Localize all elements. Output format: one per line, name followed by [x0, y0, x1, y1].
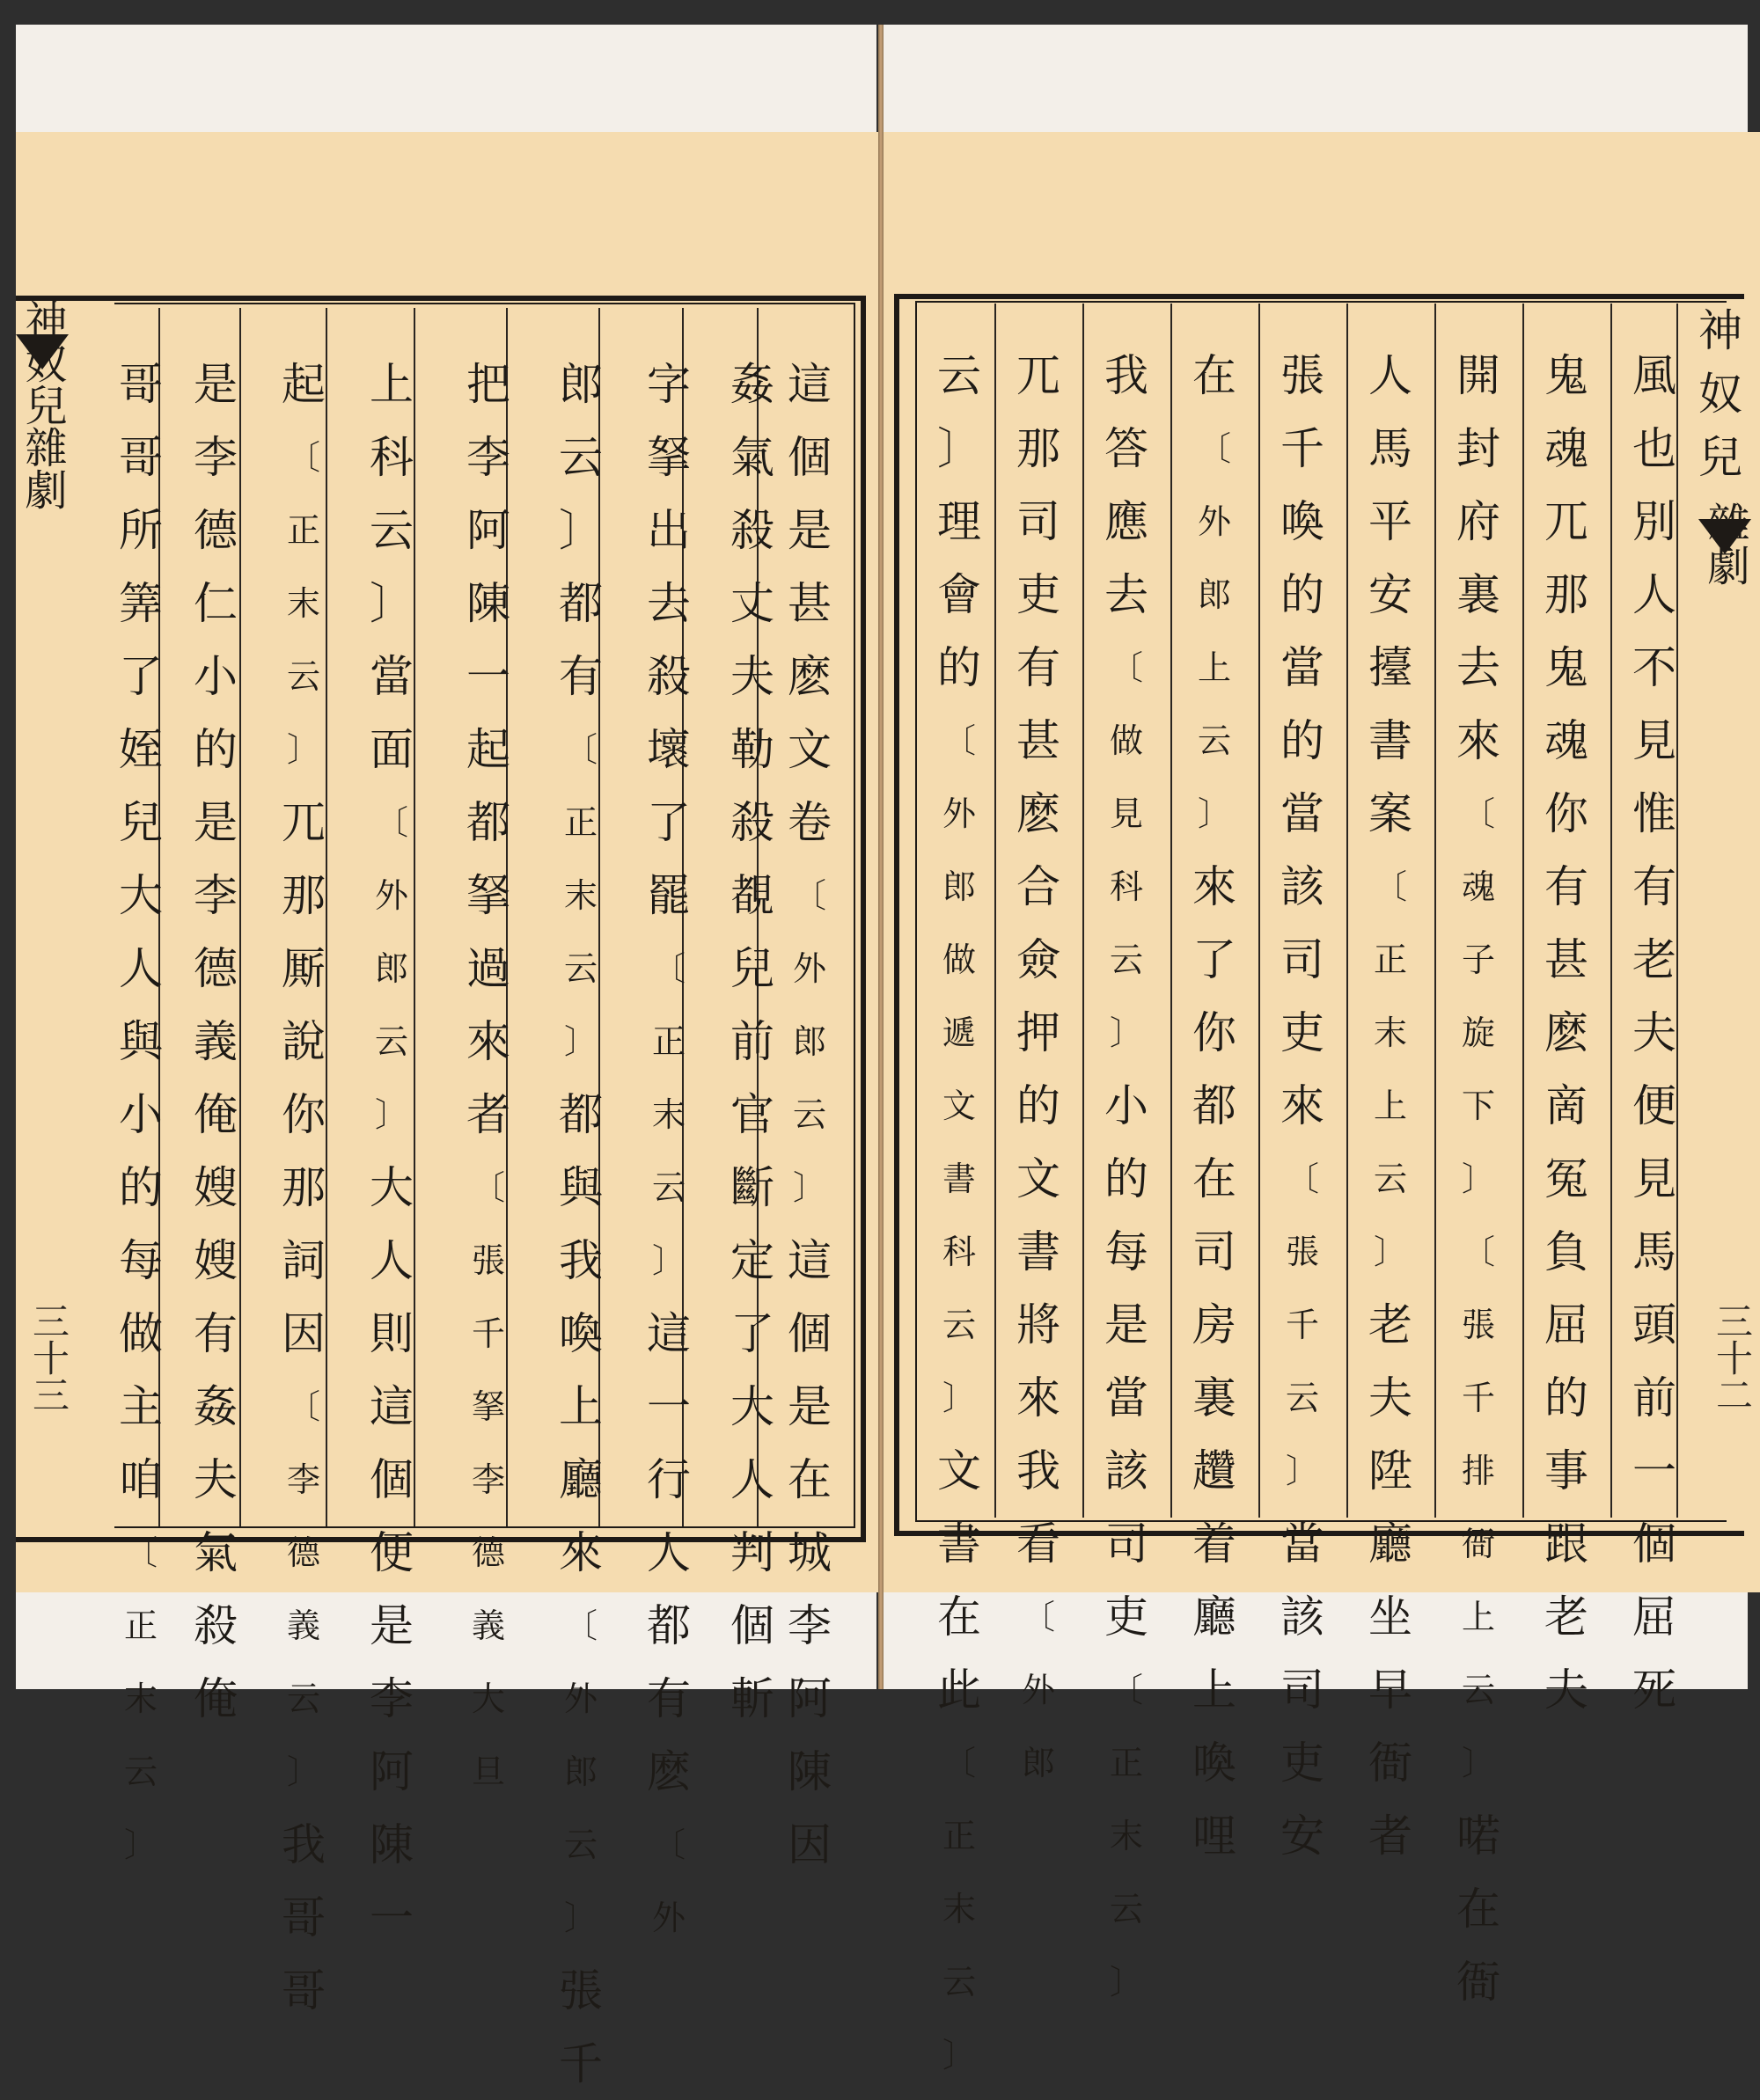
right-fold-label: 雜劇 [1700, 501, 1749, 586]
fish-tail-mark [16, 334, 69, 370]
right-column-5: 人 馬 平 安 擡 書 案 〔 正 末 上 云 〕 老 夫 陞 廳 坐 早 衙 者 [1368, 349, 1412, 1862]
right-column-2: 風 也 別 人 不 見 惟 有 老 夫 便 見 馬 頭 前 一 個 屈 死 [1632, 349, 1676, 1716]
right-column-9: 兀 那 司 吏 有 甚 麽 合 僉 押 的 文 書 將 來 我 看 〔 外 郎 [1016, 349, 1060, 1782]
fish-tail-mark-right [1698, 519, 1751, 554]
right-column-6: 張 千 喚 的 當 的 當 該 司 吏 來 〔 張 千 云 〕 當 該 司 吏 安 [1280, 349, 1324, 1862]
column-rule [994, 304, 996, 1518]
left-column-3: 字 拏 出 去 殺 壞 了 罷 〔 正 末 云 〕 這 一 行 人 都 有 麽 〔 外 [647, 358, 691, 1937]
left-column-6: 上 科 云 〕 當 面 〔 外 郎 云 〕 大 人 則 這 個 便 是 李 阿 陳 一 [370, 358, 414, 1943]
book-gutter [878, 25, 884, 1689]
right-column-7: 在 〔 外 郎 上 云 〕 來 了 你 都 在 司 房 裏 趲 着 廳 上 喚 哩 [1192, 349, 1236, 1862]
fold-label: 雜劇 [18, 426, 67, 510]
right-column-10: 云 〕 理 會 的 〔 外 郎 做 遞 文 書 科 云 〕 文 書 在 此 〔 正 末 云 〕 [937, 349, 981, 2074]
column-rule [1082, 304, 1084, 1518]
left-column-8: 是 李 德 仁 小 的 是 李 德 義 俺 嫂 嫂 有 姦 夫 氣 殺 俺 [194, 358, 238, 1724]
right-fold-title: 神 奴 兒 [1698, 305, 1742, 483]
left-column-2: 姦 氣 殺 丈 夫 勒 殺 覩 兒 前 官 斷 定 了 大 人 判 個 斬 [730, 358, 774, 1724]
column-rule [1610, 304, 1612, 1518]
left-column-1: 這 個 是 甚 麽 文 卷 〔 外 郎 云 〕 這 個 是 在 城 李 阿 陳 因 [788, 358, 832, 1870]
fold-title: 神奴兒 [18, 299, 67, 426]
column-rule [1346, 304, 1348, 1518]
left-fold-strip [16, 299, 69, 510]
left-column-4: 郎 云 〕 都 有 〔 正 末 云 〕 都 與 我 喚 上 廳 來 〔 外 郎 云 〕 張 千 [559, 358, 603, 2089]
right-column-4: 開 封 府 裏 去 來 〔 魂 子 旋 下 〕 〔 張 千 排 衙 上 云 〕 喏 在 衙 [1456, 349, 1500, 2008]
left-column-5: 把 李 阿 陳 一 起 都 拏 過 來 者 〔 張 千 拏 李 德 義 大 旦 [466, 358, 510, 1791]
left-column-9: 哥 哥 所 筭 了 姪 兒 大 人 與 小 的 每 做 主 咱 〔 正 末 云 〕 [119, 358, 163, 1864]
right-fold-strip [1698, 501, 1751, 586]
column-rule [1434, 304, 1436, 1518]
column-rule [1170, 304, 1172, 1518]
right-page-number: 三十二 [1711, 1302, 1754, 1413]
left-column-7: 起 〔 正 末 云 〕 兀 那 厮 說 你 那 詞 因 〔 李 德 義 云 〕 我 哥 哥 [282, 358, 326, 2016]
left-page-number: 三十三 [27, 1302, 70, 1413]
right-column-3: 鬼 魂 兀 那 鬼 魂 你 有 甚 麽 啇 冤 負 屈 的 事 跟 老 夫 [1544, 349, 1588, 1716]
right-column-8: 我 答 應 去 〔 做 見 科 云 〕 小 的 每 是 當 該 司 吏 〔 正 末 云 〕 [1104, 349, 1148, 2001]
column-rule [1258, 304, 1260, 1518]
column-rule [1522, 304, 1524, 1518]
